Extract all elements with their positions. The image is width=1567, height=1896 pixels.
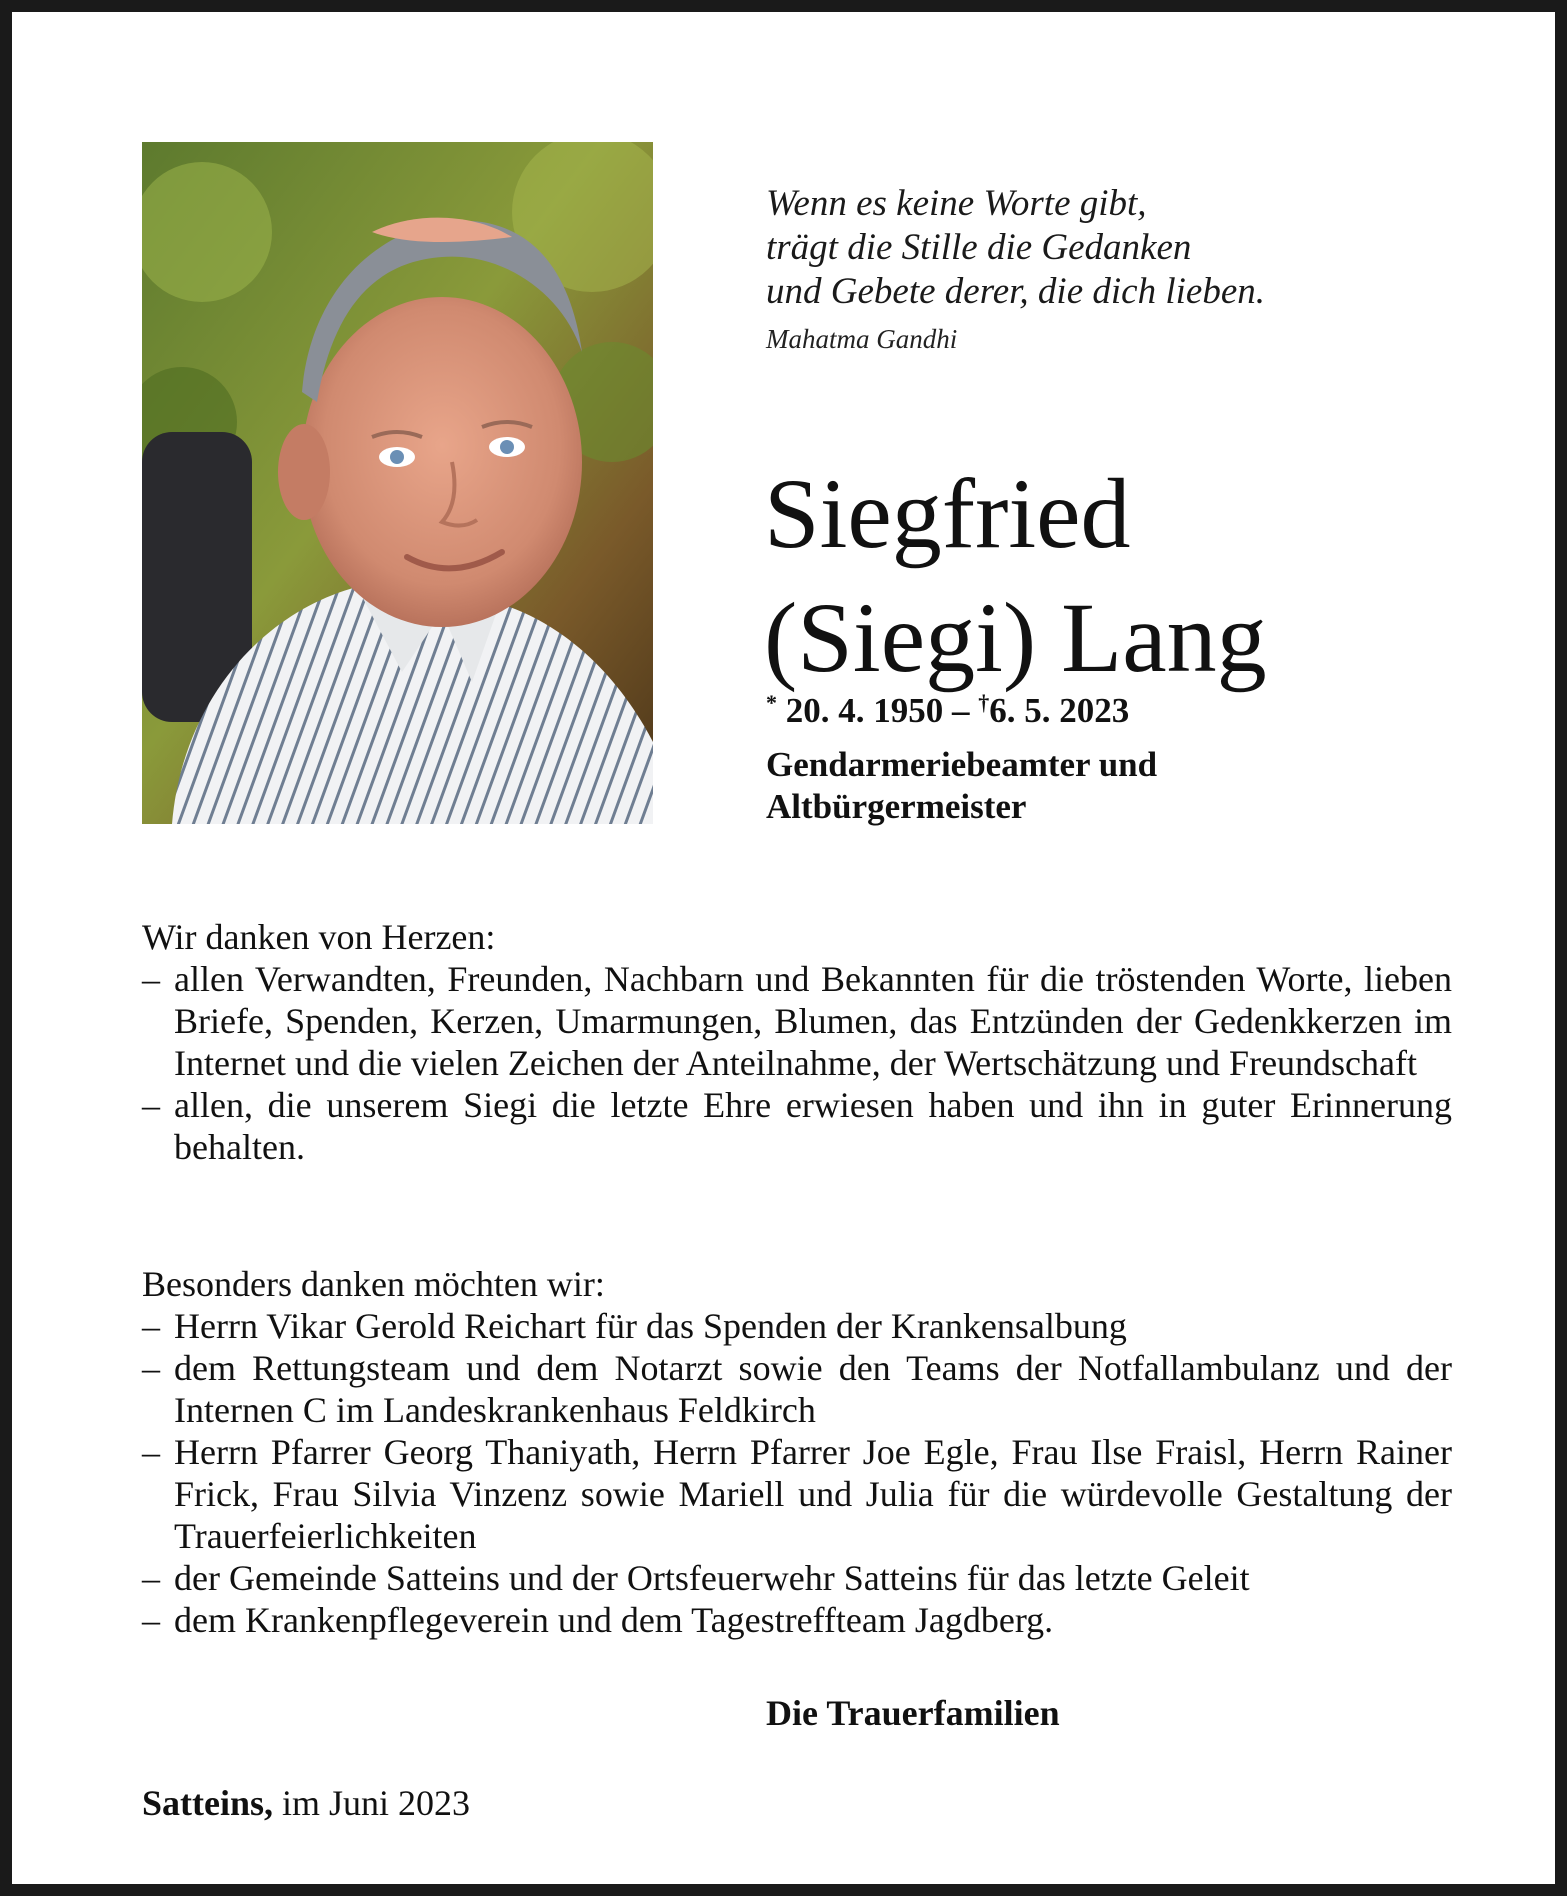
list-item: – dem Krankenpflegeverein und dem Tagestreffteam Jagdberg. <box>142 1599 1452 1641</box>
birth-date: 20. 4. 1950 <box>785 691 944 730</box>
place-date <box>142 1782 470 1824</box>
quote-author: Mahatma Gandhi <box>766 324 958 354</box>
death-date: 6. 5. 2023 <box>989 691 1130 730</box>
quote-line: und Gebete derer, die dich lieben. <box>766 271 1265 312</box>
profession <box>766 744 1157 828</box>
special-thanks-heading: Besonders danken möchten wir: <box>142 1264 605 1304</box>
list-item: – allen, die unserem Siegi die letzte Ehre erwiesen haben und ihn in guter Erinnerung behalten. <box>142 1084 1452 1168</box>
list-item: – der Gemeinde Satteins und der Ortsfeuerwehr Satteins für das letzte Geleit <box>142 1557 1452 1599</box>
birth-symbol: * <box>766 690 777 715</box>
profession-line: Altbürgermeister <box>766 787 1027 826</box>
special-thanks-section <box>142 1263 1452 1641</box>
name-line-second: (Siegi) Lang <box>764 582 1267 693</box>
place-town: Satteins, <box>142 1783 274 1823</box>
quote-line: trägt die Stille die Gedanken <box>766 227 1192 268</box>
thanks-heading: Wir danken von Herzen: <box>142 917 496 957</box>
death-symbol: † <box>978 690 990 715</box>
quote-line: Wenn es keine Worte gibt, <box>766 183 1147 224</box>
profession-line: Gendarmeriebeamter und <box>766 745 1158 784</box>
list-item: – Herrn Vikar Gerold Reichart für das Spenden der Krankensalbung <box>142 1305 1452 1347</box>
special-thanks-list <box>142 1305 1452 1641</box>
list-item: – Herrn Pfarrer Georg Thaniyath, Herrn Pfarrer Joe Egle, Frau Ilse Fraisl, Herrn Rainer Frick, Frau Silvia Vinzenz sowie Mariell und Julia für die würdevolle Gestaltung der Trauerfeierlichkeiten <box>142 1431 1452 1557</box>
signature: Die Trauerfamilien <box>766 1693 1060 1733</box>
name-line-first: Siegfried <box>764 458 1131 569</box>
list-item: – dem Rettungsteam und dem Notarzt sowie den Teams der Notfallambulanz und der Internen C im Landeskrankenhaus Feldkirch <box>142 1347 1452 1431</box>
quote <box>766 182 1466 314</box>
life-dates <box>766 690 1129 731</box>
thanks-list <box>142 958 1452 1168</box>
list-item: – allen Verwandten, Freunden, Nachbarn und Bekannten für die tröstenden Worte, lieben Briefe, Spenden, Kerzen, Umarmungen, Blumen, das Entzünden der Gedenkkerzen im Internet und die vielen Zeichen der Anteilnahme, der Wertschätzung und Freundschaft <box>142 958 1452 1084</box>
thanks-section <box>142 916 1452 1168</box>
place-date-text: im Juni 2023 <box>282 1783 471 1823</box>
deceased-name <box>764 452 1524 700</box>
portrait-photo <box>142 142 653 824</box>
date-dash: – <box>952 691 970 730</box>
